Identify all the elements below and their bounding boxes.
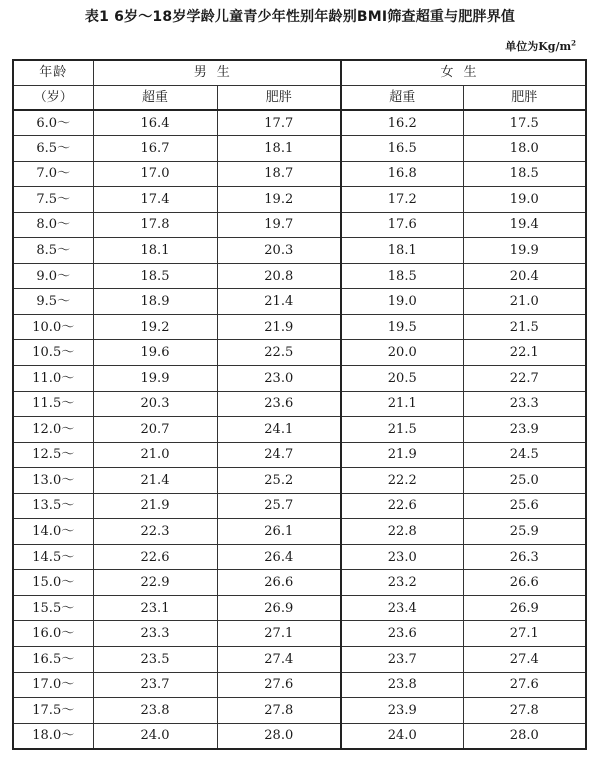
- header-male-obese: 肥胖: [217, 85, 341, 110]
- table-title: 表1 6岁～18岁学龄儿童青少年性别年龄别BMI筛查超重与肥胖界值: [84, 9, 516, 25]
- male-obese-cell: 27.4: [217, 646, 341, 672]
- female-obese-cell: 28.0: [463, 723, 586, 749]
- unit-label: [505, 38, 576, 54]
- male-overweight-cell: 21.0: [93, 442, 217, 468]
- table-row: [13, 110, 586, 136]
- age-cell: 7.5～: [13, 187, 93, 213]
- male-overweight-cell: 22.3: [93, 519, 217, 545]
- age-cell: 12.0～: [13, 417, 93, 443]
- table-row: [13, 646, 586, 672]
- female-overweight-cell: 19.5: [341, 314, 463, 340]
- female-overweight-cell: 16.5: [341, 136, 463, 162]
- male-obese-cell: 25.7: [217, 493, 341, 519]
- female-obese-cell: 27.1: [463, 621, 586, 647]
- table-row: [13, 723, 586, 749]
- unit-text: 单位为Kg/m: [505, 40, 572, 53]
- age-cell: 6.0～: [13, 110, 93, 136]
- table-row: [13, 263, 586, 289]
- female-obese-cell: 19.0: [463, 187, 586, 213]
- male-overweight-cell: 23.1: [93, 595, 217, 621]
- female-obese-cell: 19.4: [463, 212, 586, 238]
- table-row: [13, 493, 586, 519]
- female-overweight-cell: 22.8: [341, 519, 463, 545]
- female-obese-cell: 23.9: [463, 417, 586, 443]
- male-overweight-cell: 17.4: [93, 187, 217, 213]
- table-row: [13, 417, 586, 443]
- female-overweight-cell: 23.2: [341, 570, 463, 596]
- male-overweight-cell: 21.4: [93, 468, 217, 494]
- female-obese-cell: 22.1: [463, 340, 586, 366]
- male-overweight-cell: 19.2: [93, 314, 217, 340]
- age-cell: 18.0～: [13, 723, 93, 749]
- female-overweight-cell: 21.9: [341, 442, 463, 468]
- table-row: [13, 238, 586, 264]
- age-cell: 9.0～: [13, 263, 93, 289]
- header-male: 男生: [93, 60, 341, 85]
- table-row: [13, 544, 586, 570]
- age-cell: 14.5～: [13, 544, 93, 570]
- female-overweight-cell: 22.2: [341, 468, 463, 494]
- male-overweight-cell: 19.9: [93, 365, 217, 391]
- male-overweight-cell: 17.0: [93, 161, 217, 187]
- male-overweight-cell: 19.6: [93, 340, 217, 366]
- female-obese-cell: 21.0: [463, 289, 586, 315]
- male-obese-cell: 27.8: [217, 698, 341, 724]
- age-cell: 13.5～: [13, 493, 93, 519]
- male-overweight-cell: 17.8: [93, 212, 217, 238]
- male-obese-cell: 19.2: [217, 187, 341, 213]
- table-row: [13, 698, 586, 724]
- female-overweight-cell: 23.8: [341, 672, 463, 698]
- male-obese-cell: 23.0: [217, 365, 341, 391]
- table-row: [13, 595, 586, 621]
- table-row: [13, 314, 586, 340]
- female-overweight-cell: 23.7: [341, 646, 463, 672]
- male-overweight-cell: 18.9: [93, 289, 217, 315]
- table-row: [13, 365, 586, 391]
- header-male-overweight: 超重: [93, 85, 217, 110]
- table-row: [13, 340, 586, 366]
- header-female-obese: 肥胖: [463, 85, 586, 110]
- female-overweight-cell: 18.1: [341, 238, 463, 264]
- female-obese-cell: 24.5: [463, 442, 586, 468]
- male-overweight-cell: 22.9: [93, 570, 217, 596]
- male-overweight-cell: 20.7: [93, 417, 217, 443]
- female-obese-cell: 27.4: [463, 646, 586, 672]
- female-overweight-cell: 23.0: [341, 544, 463, 570]
- age-cell: 8.5～: [13, 238, 93, 264]
- female-overweight-cell: 24.0: [341, 723, 463, 749]
- female-obese-cell: 22.7: [463, 365, 586, 391]
- male-overweight-cell: 23.7: [93, 672, 217, 698]
- female-overweight-cell: 21.5: [341, 417, 463, 443]
- male-obese-cell: 25.2: [217, 468, 341, 494]
- male-overweight-cell: 20.3: [93, 391, 217, 417]
- female-obese-cell: 18.0: [463, 136, 586, 162]
- male-obese-cell: 26.4: [217, 544, 341, 570]
- male-overweight-cell: 23.3: [93, 621, 217, 647]
- male-overweight-cell: 21.9: [93, 493, 217, 519]
- female-overweight-cell: 18.5: [341, 263, 463, 289]
- table-row: [13, 289, 586, 315]
- female-overweight-cell: 22.6: [341, 493, 463, 519]
- table-row: [13, 570, 586, 596]
- age-cell: 11.0～: [13, 365, 93, 391]
- table-row: [13, 391, 586, 417]
- male-obese-cell: 20.3: [217, 238, 341, 264]
- age-cell: 6.5～: [13, 136, 93, 162]
- female-overweight-cell: 21.1: [341, 391, 463, 417]
- male-obese-cell: 17.7: [217, 110, 341, 136]
- table-row: [13, 161, 586, 187]
- age-cell: 17.0～: [13, 672, 93, 698]
- table-row: [13, 212, 586, 238]
- male-overweight-cell: 16.7: [93, 136, 217, 162]
- male-obese-cell: 26.6: [217, 570, 341, 596]
- age-cell: 13.0～: [13, 468, 93, 494]
- header-age: 年龄: [13, 60, 93, 85]
- age-cell: 16.5～: [13, 646, 93, 672]
- female-obese-cell: 26.3: [463, 544, 586, 570]
- female-obese-cell: 20.4: [463, 263, 586, 289]
- female-obese-cell: 21.5: [463, 314, 586, 340]
- age-cell: 8.0～: [13, 212, 93, 238]
- male-obese-cell: 22.5: [217, 340, 341, 366]
- female-obese-cell: 18.5: [463, 161, 586, 187]
- female-obese-cell: 26.9: [463, 595, 586, 621]
- female-overweight-cell: 17.6: [341, 212, 463, 238]
- table-row: [13, 621, 586, 647]
- age-cell: 15.5～: [13, 595, 93, 621]
- age-cell: 9.5～: [13, 289, 93, 315]
- male-obese-cell: 27.1: [217, 621, 341, 647]
- male-obese-cell: 21.9: [217, 314, 341, 340]
- male-obese-cell: 28.0: [217, 723, 341, 749]
- female-obese-cell: 17.5: [463, 110, 586, 136]
- female-obese-cell: 27.8: [463, 698, 586, 724]
- male-obese-cell: 18.7: [217, 161, 341, 187]
- table-row: [13, 442, 586, 468]
- male-overweight-cell: 23.8: [93, 698, 217, 724]
- female-obese-cell: 25.0: [463, 468, 586, 494]
- male-obese-cell: 27.6: [217, 672, 341, 698]
- male-obese-cell: 24.1: [217, 417, 341, 443]
- header-female: 女生: [341, 60, 586, 85]
- male-overweight-cell: 18.1: [93, 238, 217, 264]
- age-cell: 17.5～: [13, 698, 93, 724]
- female-obese-cell: 27.6: [463, 672, 586, 698]
- female-obese-cell: 19.9: [463, 238, 586, 264]
- age-cell: 7.0～: [13, 161, 93, 187]
- male-overweight-cell: 23.5: [93, 646, 217, 672]
- male-overweight-cell: 22.6: [93, 544, 217, 570]
- unit-exponent: 2: [571, 38, 576, 48]
- male-obese-cell: 23.6: [217, 391, 341, 417]
- female-obese-cell: 25.6: [463, 493, 586, 519]
- age-cell: 16.0～: [13, 621, 93, 647]
- table-row: [13, 136, 586, 162]
- female-overweight-cell: 23.6: [341, 621, 463, 647]
- male-obese-cell: 26.9: [217, 595, 341, 621]
- female-obese-cell: 25.9: [463, 519, 586, 545]
- table-body: [13, 110, 586, 749]
- male-obese-cell: 24.7: [217, 442, 341, 468]
- female-overweight-cell: 23.4: [341, 595, 463, 621]
- age-cell: 12.5～: [13, 442, 93, 468]
- table-row: [13, 519, 586, 545]
- female-overweight-cell: 16.2: [341, 110, 463, 136]
- female-overweight-cell: 17.2: [341, 187, 463, 213]
- female-overweight-cell: 19.0: [341, 289, 463, 315]
- male-obese-cell: 19.7: [217, 212, 341, 238]
- female-overweight-cell: 20.5: [341, 365, 463, 391]
- male-obese-cell: 21.4: [217, 289, 341, 315]
- table-row: [13, 187, 586, 213]
- female-overweight-cell: 23.9: [341, 698, 463, 724]
- age-cell: 11.5～: [13, 391, 93, 417]
- age-cell: 10.5～: [13, 340, 93, 366]
- male-obese-cell: 20.8: [217, 263, 341, 289]
- bmi-table: [12, 59, 587, 750]
- table-row: [13, 672, 586, 698]
- age-cell: 10.0～: [13, 314, 93, 340]
- header-female-overweight: 超重: [341, 85, 463, 110]
- male-obese-cell: 26.1: [217, 519, 341, 545]
- table-row: [13, 468, 586, 494]
- age-cell: 15.0～: [13, 570, 93, 596]
- header-age-unit: （岁）: [13, 85, 93, 110]
- female-overweight-cell: 20.0: [341, 340, 463, 366]
- female-obese-cell: 23.3: [463, 391, 586, 417]
- age-cell: 14.0～: [13, 519, 93, 545]
- female-obese-cell: 26.6: [463, 570, 586, 596]
- female-overweight-cell: 16.8: [341, 161, 463, 187]
- male-obese-cell: 18.1: [217, 136, 341, 162]
- male-overweight-cell: 18.5: [93, 263, 217, 289]
- male-overweight-cell: 24.0: [93, 723, 217, 749]
- male-overweight-cell: 16.4: [93, 110, 217, 136]
